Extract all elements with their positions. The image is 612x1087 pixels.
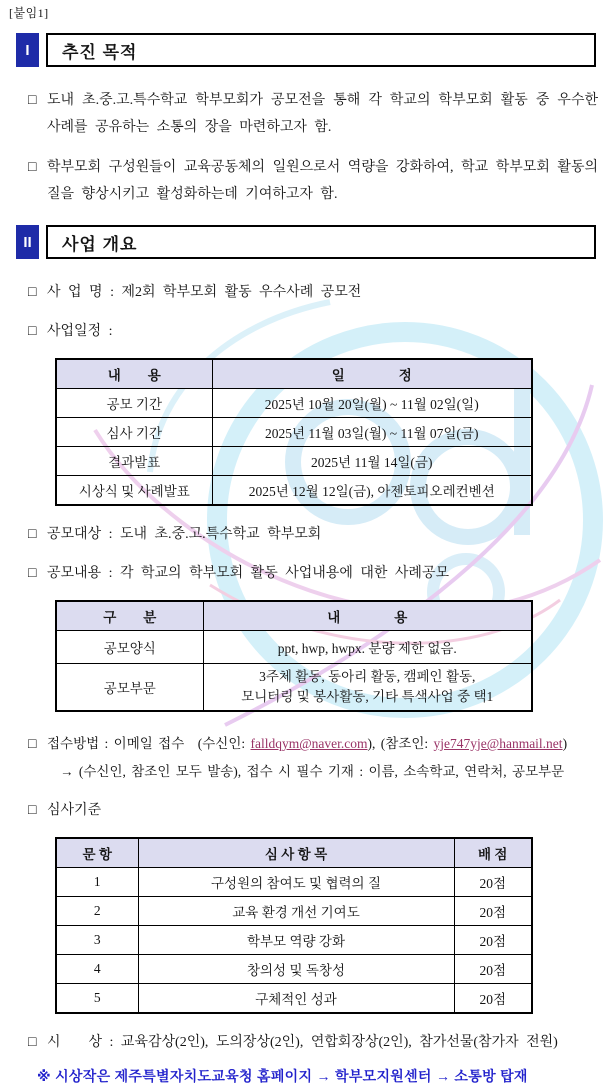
- table-row: [56, 955, 532, 984]
- table-row: [56, 926, 532, 955]
- schedule-col-item: 내 용: [56, 359, 212, 389]
- posting-note: ※ 시상작은 제주특별자치도교육청 홈페이지 → 학부모지원센터 → 소통방 탑재: [37, 1068, 528, 1084]
- criteria-no: 2: [56, 897, 138, 926]
- format-table: [55, 600, 533, 712]
- criteria-col-item: 심 사 항 목: [138, 838, 454, 868]
- table-row: [56, 447, 532, 476]
- square-bullet-icon: □: [28, 285, 37, 300]
- submission-suffix: ): [562, 736, 568, 751]
- submission-mid: ), (참조인:: [367, 736, 434, 751]
- target-text: 공모대상 : 도내 초.중.고.특수학교 학부모회: [47, 527, 322, 542]
- table-row: [56, 389, 532, 418]
- section-2-badge: II: [16, 225, 39, 259]
- criteria-item: 구성원의 참여도 및 협력의 질: [138, 868, 454, 897]
- project-name-line: [28, 279, 598, 306]
- table-header-row: [56, 601, 532, 631]
- square-bullet-icon: □: [28, 1035, 37, 1050]
- criteria-col-score: 배 점: [454, 838, 532, 868]
- schedule-col-date: 일 정: [212, 359, 532, 389]
- schedule-value: 2025년 11월 14일(금): [212, 447, 532, 476]
- section-1-title: 추진 목적: [46, 33, 596, 67]
- format-value-line2: 모니터링 및 봉사활동, 기타 특색사업 중 택1: [241, 689, 494, 704]
- criteria-score: 20점: [454, 984, 532, 1014]
- criteria-col-no: 문 항: [56, 838, 138, 868]
- section-header-2: [16, 225, 596, 259]
- section-1-badge: I: [16, 33, 39, 67]
- criteria-item: 창의성 및 독창성: [138, 955, 454, 984]
- awards-line: [28, 1029, 598, 1056]
- criteria-no: 5: [56, 984, 138, 1014]
- criteria-label-text: 심사기준: [47, 803, 102, 818]
- square-bullet-icon: □: [28, 93, 37, 108]
- purpose-bullet-1-text: 도내 초.중.고.특수학교 학부모회가 공모전을 통해 각 학교의 학부모회 활동 중 우수한 사례를 공유하는 소통의 장을 마련하고자 함.: [47, 93, 598, 135]
- square-bullet-icon: □: [28, 527, 37, 542]
- format-value-line1: 3주체 활동, 동아리 활동, 캠페인 활동,: [259, 669, 476, 684]
- submission-continuation: → (수신인, 참조인 모두 발송), 접수 시 필수 기재 : 이름, 소속학교, 연락처, 공모부문: [60, 764, 565, 779]
- table-row: [56, 984, 532, 1014]
- criteria-item: 구체적인 성과: [138, 984, 454, 1014]
- square-bullet-icon: □: [28, 803, 37, 818]
- criteria-score: 20점: [454, 868, 532, 897]
- section-2-title: 사업 개요: [46, 225, 596, 259]
- format-item: 공모양식: [56, 631, 203, 664]
- content-line: [28, 560, 598, 587]
- criteria-score: 20점: [454, 926, 532, 955]
- schedule-item: 공모 기간: [56, 389, 212, 418]
- format-value: [203, 664, 532, 712]
- schedule-item: 결과발표: [56, 447, 212, 476]
- table-row: [56, 664, 532, 712]
- format-item: 공모부문: [56, 664, 203, 712]
- criteria-no: 1: [56, 868, 138, 897]
- table-row: [56, 868, 532, 897]
- criteria-item: 교육 환경 개선 기여도: [138, 897, 454, 926]
- format-col-category: 구 분: [56, 601, 203, 631]
- schedule-value: 2025년 12월 12일(금), 아젠토피오레컨벤션: [212, 476, 532, 506]
- table-row: [56, 631, 532, 664]
- format-col-detail: 내 용: [203, 601, 532, 631]
- schedule-value: 2025년 10월 20일(월) ~ 11월 02일(일): [212, 389, 532, 418]
- schedule-table: [55, 358, 533, 506]
- cc-email-link[interactable]: yje747yje@hanmail.net: [433, 736, 563, 751]
- section-header-1: [16, 33, 596, 67]
- schedule-label-text: 사업일정 :: [47, 324, 113, 339]
- content-text: 공모내용 : 각 학교의 학부모회 활동 사업내용에 대한 사례공모: [47, 566, 449, 581]
- purpose-bullet-2: [28, 154, 598, 208]
- submission-line: [28, 730, 598, 758]
- schedule-label-line: [28, 318, 598, 345]
- table-row: [56, 476, 532, 506]
- table-row: [56, 418, 532, 447]
- criteria-score: 20점: [454, 955, 532, 984]
- criteria-item: 학부모 역량 강화: [138, 926, 454, 955]
- format-value: ppt, hwp, hwpx. 분량 제한 없음.: [203, 631, 532, 664]
- purpose-bullet-2-text: 학부모회 구성원들이 교육공동체의 일원으로서 역량을 강화하여, 학교 학부모회 활동의 질을 향상시키고 활성화하는데 기여하고자 함.: [47, 160, 598, 202]
- schedule-value: 2025년 11월 03일(월) ~ 11월 07일(금): [212, 418, 532, 447]
- target-line: [28, 521, 598, 548]
- attachment-label: [붙임1]: [9, 6, 49, 20]
- criteria-table: [55, 837, 533, 1014]
- square-bullet-icon: □: [28, 737, 37, 752]
- table-header-row: [56, 359, 532, 389]
- purpose-bullet-1: [28, 87, 598, 141]
- awards-text: 시 상 : 교육감상(2인), 도의장상(2인), 연합회장상(2인), 참가선물(참가자 전원): [47, 1035, 558, 1050]
- square-bullet-icon: □: [28, 160, 37, 175]
- table-header-row: [56, 838, 532, 868]
- schedule-item: 시상식 및 사례발표: [56, 476, 212, 506]
- criteria-label-line: [28, 797, 598, 824]
- submission-prefix: 접수방법 : 이메일 접수 (수신인:: [47, 736, 251, 751]
- schedule-item: 심사 기간: [56, 418, 212, 447]
- criteria-no: 4: [56, 955, 138, 984]
- criteria-score: 20점: [454, 897, 532, 926]
- square-bullet-icon: □: [28, 324, 37, 339]
- project-name-text: 사 업 명 : 제2회 학부모회 활동 우수사례 공모전: [47, 285, 362, 300]
- criteria-no: 3: [56, 926, 138, 955]
- table-row: [56, 897, 532, 926]
- square-bullet-icon: □: [28, 566, 37, 581]
- recipient-email-link[interactable]: falldqym@naver.com: [250, 736, 368, 751]
